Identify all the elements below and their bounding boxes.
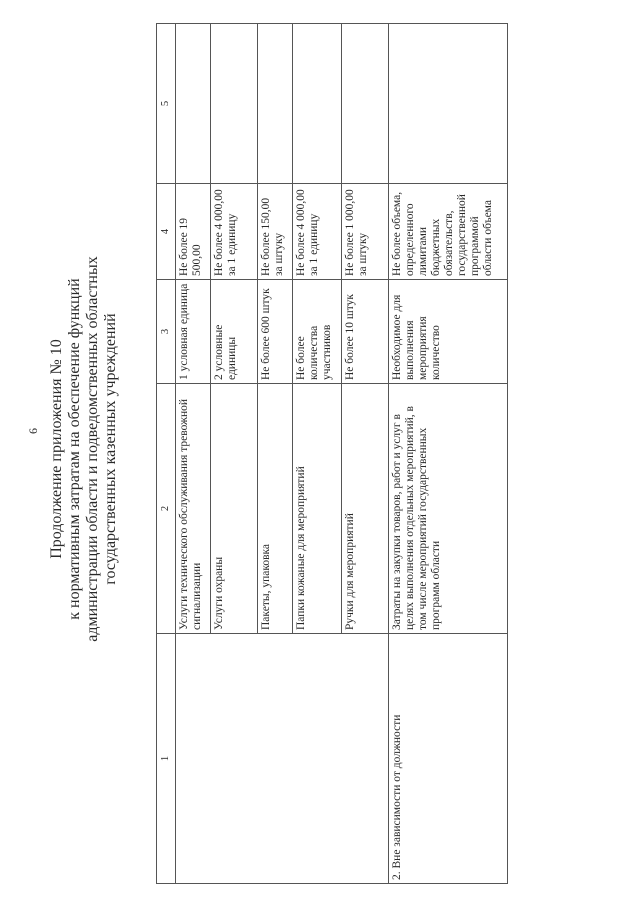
quantity-cell: 1 условная единица — [176, 280, 211, 384]
price-cell: Не более 1 000,00 за штуку — [342, 184, 389, 280]
header-line-4: государственных казенных учреждений — [102, 313, 119, 585]
header-line-3: администрации области и подведомственных областных — [84, 256, 101, 642]
cost-name-cell: Затраты на закупки товаров, работ и услуг в целях выполнения отдельных мероприятий, в том числе мероприятий государственных программ области — [389, 384, 508, 634]
position-cell — [176, 634, 389, 884]
rotated-document — [20, 14, 640, 884]
document-header — [48, 14, 120, 884]
note-cell — [389, 24, 508, 184]
column-number: 2 — [157, 384, 176, 634]
column-number-row — [157, 24, 176, 884]
quantity-cell: Не более 600 штук — [258, 280, 293, 384]
note-cell — [342, 24, 389, 184]
header-line-2: к нормативным затратам на обеспечение функций — [66, 278, 83, 620]
norms-table — [156, 23, 508, 884]
price-cell: Не более 4 000,00 за 1 единицу — [211, 184, 258, 280]
column-number: 1 — [157, 634, 176, 884]
price-cell: Не более 4 000,00 за 1 единицу — [293, 184, 342, 280]
note-cell — [211, 24, 258, 184]
quantity-cell: Не более количества участников — [293, 280, 342, 384]
note-cell — [293, 24, 342, 184]
quantity-cell: Не более 10 штук — [342, 280, 389, 384]
column-number: 4 — [157, 184, 176, 280]
price-cell: Не более 19 500,00 — [176, 184, 211, 280]
page-number: 6 — [26, 428, 40, 434]
cost-name-cell: Услуги технического обслуживания тревожной сигнализации — [176, 384, 211, 634]
note-cell — [258, 24, 293, 184]
quantity-cell: 2 условные единицы — [211, 280, 258, 384]
price-cell: Не более объема, определенного лимитами бюджетных обязательств, государственной программой области объема — [389, 184, 508, 280]
column-number: 5 — [157, 24, 176, 184]
column-number: 3 — [157, 280, 176, 384]
price-cell: Не более 150,00 за штуку — [258, 184, 293, 280]
cost-name-cell: Услуги охраны — [211, 384, 258, 634]
table-row — [389, 24, 508, 884]
cost-name-cell: Папки кожаные для мероприятий — [293, 384, 342, 634]
note-cell — [176, 24, 211, 184]
cost-name-cell: Ручки для мероприятий — [342, 384, 389, 634]
table-row — [176, 24, 211, 884]
header-line-1: Продолжение приложения № 10 — [48, 339, 65, 559]
cost-name-cell: Пакеты, упаковка — [258, 384, 293, 634]
quantity-cell: Необходимое для выполнения мероприятия количество — [389, 280, 508, 384]
position-cell: 2. Вне зависимости от должности — [389, 634, 508, 884]
